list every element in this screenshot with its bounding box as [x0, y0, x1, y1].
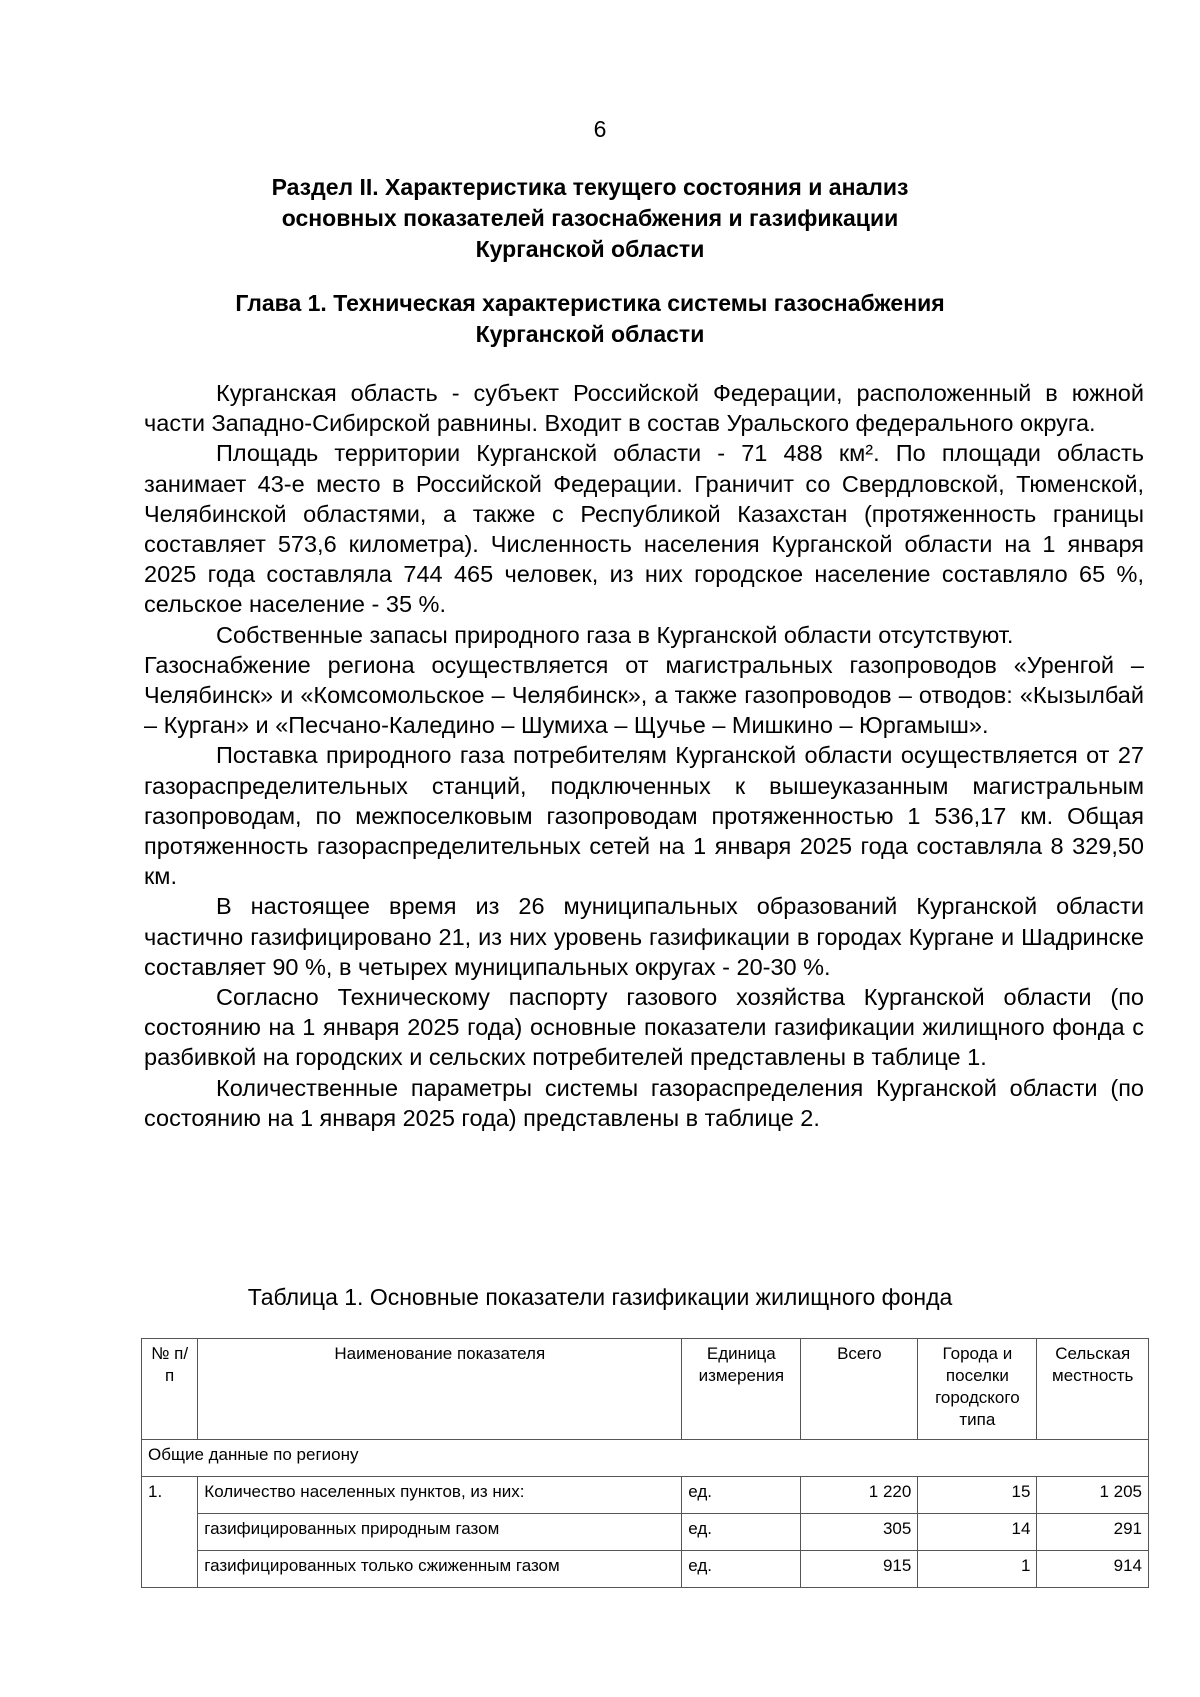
cell-unit: ед. [682, 1477, 801, 1514]
section-title-line-2: основных показателей газоснабжения и газификации [281, 205, 899, 231]
paragraph-gas-supply-pipelines: Газоснабжение региона осуществляется от магистральных газопроводов «Уренгой – Челябинск» и «Комсомольское – Челябинск», а также газопроводов – отводов: «Кызылбай – Курган» и «Песчано-Каледино – Шумиха – Щучье – Мишкино – Юргамыш». [144, 651, 1144, 739]
cell-num: 1. [142, 1477, 198, 1588]
paragraph-technical-passport: Согласно Техническому паспорту газового хозяйства Курганской области (по состоянию на 1 января 2025 года) основные показатели газификации жилищного фонда с разбивкой на городских и сельских потребителей представлены в таблице 1. [144, 984, 1144, 1071]
cell-rural: 1 205 [1037, 1477, 1149, 1514]
header-urban: Города и поселки городского типа [918, 1339, 1037, 1440]
cell-rural: 291 [1037, 1514, 1149, 1551]
cell-total: 1 220 [801, 1477, 918, 1514]
paragraph-gas-reserves: Собственные запасы природного газа в Курганской области отсутствуют. [216, 621, 1014, 648]
paragraph-gasification-level: В настоящее время из 26 муниципальных образований Курганской области частично газифицировано 21, из них уровень газификации в городах Кургане и Шадринске составляет 90 %, в четырех муниципальных округах - 20-30 %. [144, 893, 1144, 980]
group-label: Общие данные по региону [142, 1440, 1149, 1477]
cell-unit: ед. [682, 1514, 801, 1551]
chapter-title [140, 288, 1040, 350]
cell-rural: 914 [1037, 1551, 1149, 1588]
section-title-line-3: Курганской области [475, 236, 705, 262]
header-name: Наименование показателя [198, 1339, 682, 1440]
cell-name: газифицированных только сжиженным газом [198, 1551, 682, 1588]
cell-total: 915 [801, 1551, 918, 1588]
cell-urban: 15 [918, 1477, 1037, 1514]
paragraph-table-2-reference: Количественные параметры системы газораспределения Курганской области (по состоянию на 1 января 2025 года) представлены в таблице 2. [144, 1074, 1144, 1131]
cell-total: 305 [801, 1514, 918, 1551]
gasification-table [141, 1338, 1149, 1588]
table-group-row [142, 1440, 1149, 1477]
cell-urban: 14 [918, 1514, 1037, 1551]
chapter-title-line-2: Курганской области [475, 321, 705, 347]
page-number: 6 [593, 116, 607, 142]
header-num: № п/п [142, 1339, 198, 1440]
table-row [142, 1551, 1149, 1588]
header-rural: Сельская местность [1037, 1339, 1149, 1440]
table-row [142, 1514, 1149, 1551]
header-total: Всего [801, 1339, 918, 1440]
cell-urban: 1 [918, 1551, 1037, 1588]
paragraph-gas-delivery: Поставка природного газа потребителям Курганской области осуществляется от 27 газораспределительных станций, подключенных к вышеуказанным магистральным газопроводам, по межпоселковым газопроводам протяженностью 1 536,17 км. Общая протяженность газораспределительных сетей на 1 января 2025 года составляла 8 329,50 км. [144, 742, 1144, 890]
table-caption: Таблица 1. Основные показатели газификации жилищного фонда [247, 1284, 953, 1310]
header-unit: Единица измерения [682, 1339, 801, 1440]
body-text [144, 378, 1144, 1133]
table-row [142, 1477, 1149, 1514]
section-title-line-1: Раздел II. Характеристика текущего состояния и анализ [271, 174, 909, 200]
paragraph-region-overview: Курганская область - субъект Российской Федерации, расположенный в южной части Западно-Сибирской равнины. Входит в состав Уральского федерального округа. [144, 380, 1144, 437]
cell-name: газифицированных природным газом [198, 1514, 682, 1551]
section-title [140, 172, 1040, 265]
cell-name: Количество населенных пунктов, из них: [198, 1477, 682, 1514]
chapter-title-line-1: Глава 1. Техническая характеристика системы газоснабжения [235, 290, 945, 316]
table-header-row [142, 1339, 1149, 1440]
cell-unit: ед. [682, 1551, 801, 1588]
paragraph-area-population: Площадь территории Курганской области - 71 488 км². По площади область занимает 43-е место в Российской Федерации. Граничит со Свердловской, Тюменской, Челябинской областями, а также с Республикой Казахстан (протяженность границы составляет 573,6 километра). Численность населения Курганской области на 1 января 2025 года составляла 744 465 человек, из них городское население составляло 65 %, сельское население - 35 %. [144, 440, 1144, 618]
